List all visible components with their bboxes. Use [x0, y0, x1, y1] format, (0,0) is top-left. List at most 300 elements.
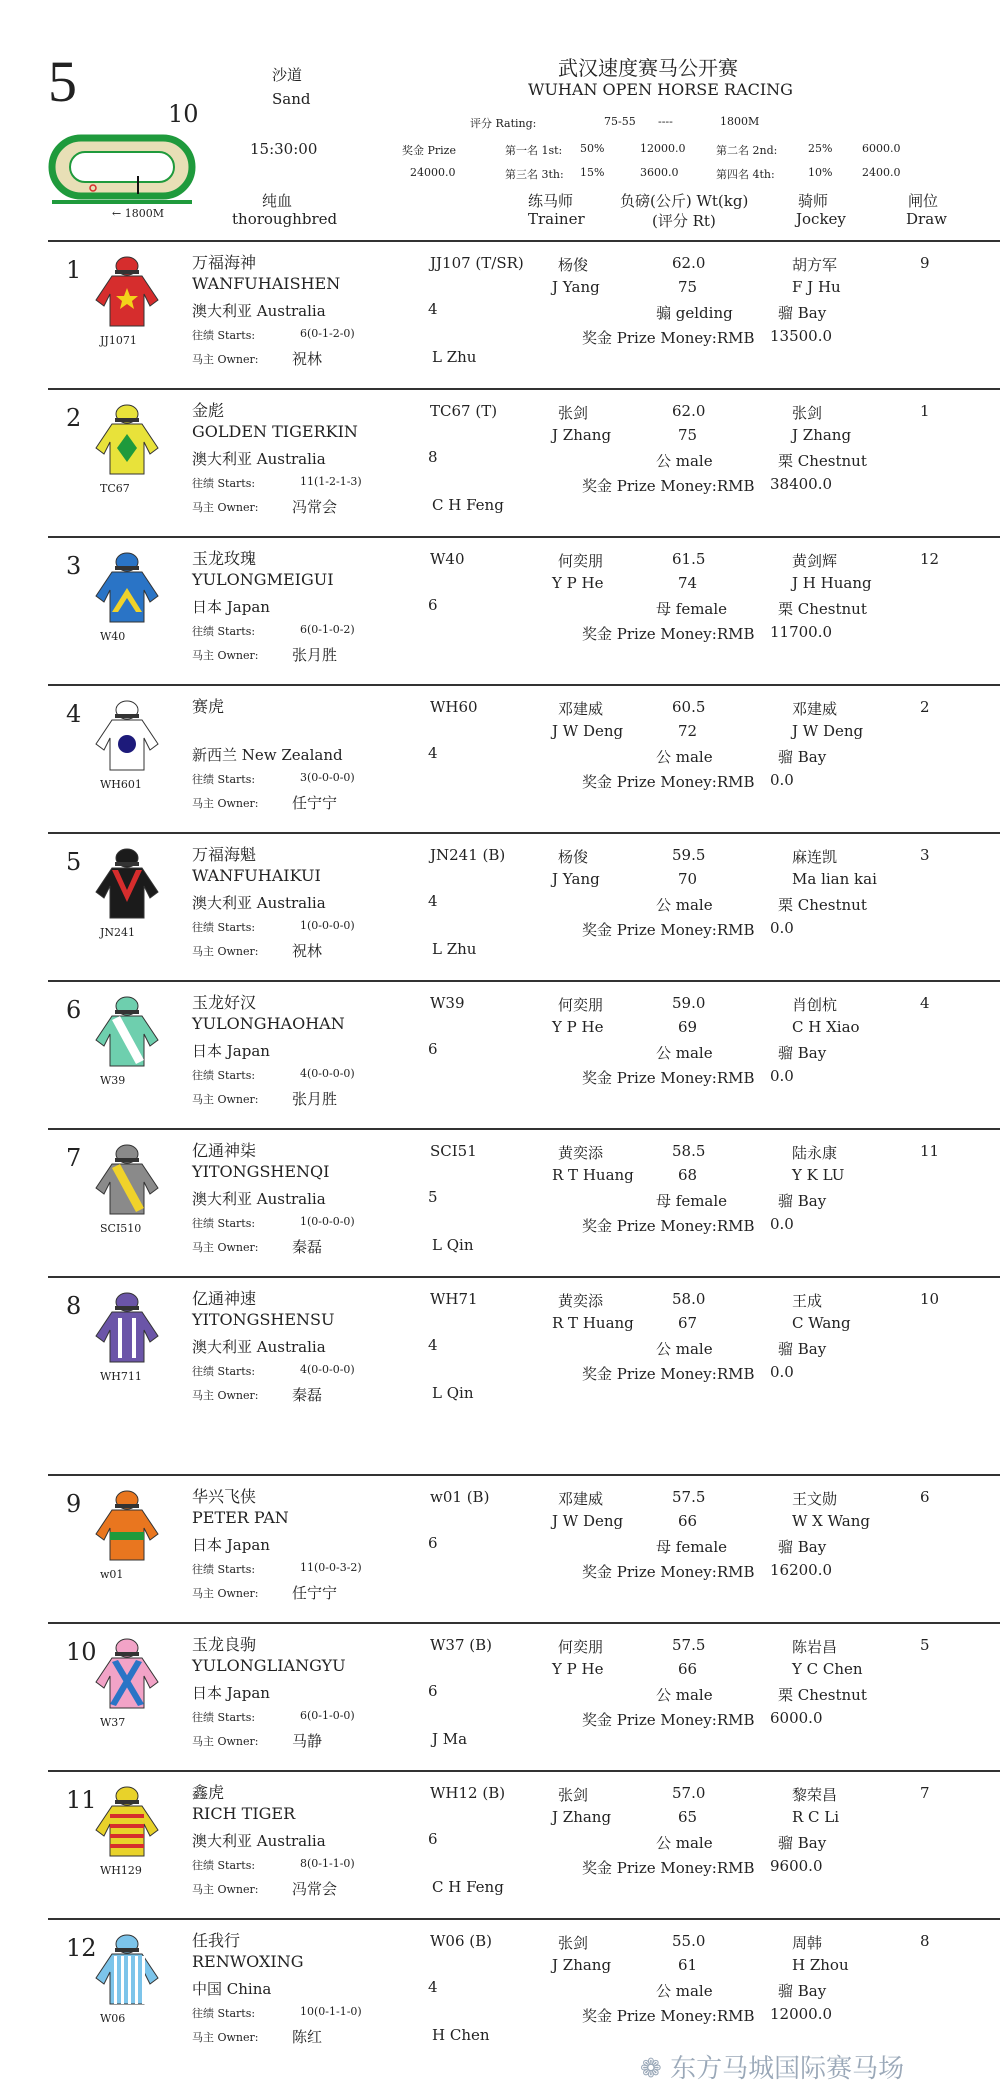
prize-2nd-pct: 25%: [808, 142, 833, 155]
prize-money: 0.0: [770, 1067, 794, 1085]
race-sub-number: 10: [168, 100, 199, 128]
draw: 11: [920, 1142, 940, 1160]
owner-name: 任宁宁: [292, 1584, 338, 1602]
horse-name-cn: 玉龙玫瑰: [192, 549, 257, 568]
horse-color: 骝 Bay: [778, 1538, 827, 1556]
rating: 69: [678, 1018, 698, 1036]
jockey-en: J H Huang: [792, 574, 872, 592]
sex: 公 male: [656, 1686, 713, 1704]
rating: 66: [678, 1512, 698, 1530]
owner-name-en: C H Feng: [432, 1878, 504, 1896]
rating: 75: [678, 426, 698, 444]
jockey-en: C H Xiao: [792, 1018, 860, 1036]
starts-label: 往绩 Starts:: [192, 477, 256, 490]
trainer-cn: 黄奕添: [558, 1144, 604, 1162]
silk-code: W39: [100, 1074, 126, 1087]
jockey-cn: 王成: [792, 1292, 823, 1310]
draw: 7: [920, 1784, 930, 1802]
jockey-en: J W Deng: [792, 722, 864, 740]
horse-origin: 澳大利亚 Australia: [192, 302, 326, 320]
owner-name: 张月胜: [292, 646, 338, 664]
header-jockey-cn: 骑师: [798, 192, 829, 210]
horse-number: 4: [66, 700, 82, 728]
horse-number: 3: [66, 552, 82, 580]
owner-label: 马主 Owner:: [192, 649, 259, 662]
owner-name: 陈红: [292, 2028, 323, 2046]
weight: 57.5: [672, 1636, 706, 1654]
horse-entry: [0, 1478, 1000, 1618]
horse-number: 1: [66, 256, 82, 284]
race-time: 15:30:00: [250, 140, 318, 158]
rating-label: 评分 Rating:: [470, 117, 537, 130]
trainer-en: J Yang: [552, 278, 600, 296]
prize-money-label: 奖金 Prize Money:RMB: [582, 773, 755, 791]
owner-name: 张月胜: [292, 1090, 338, 1108]
prize-money: 0.0: [770, 1215, 794, 1233]
horse-name-en: YULONGHAOHAN: [192, 1014, 345, 1033]
horse-code: JN241 (B): [430, 846, 506, 864]
trainer-en: R T Huang: [552, 1314, 634, 1332]
owner-name: 秦磊: [292, 1238, 323, 1256]
horse-name-en: WANFUHAISHEN: [192, 274, 341, 293]
draw: 6: [920, 1488, 930, 1506]
prize-money-label: 奖金 Prize Money:RMB: [582, 1711, 755, 1729]
silk-icon: [92, 1142, 162, 1218]
silk-code: JJ1071: [100, 334, 137, 347]
jockey-cn: 肖创杭: [792, 996, 838, 1014]
owner-label: 马主 Owner:: [192, 353, 259, 366]
horse-name-cn: 亿通神速: [192, 1289, 257, 1308]
sex: 母 female: [656, 1192, 728, 1210]
horse-number: 6: [66, 996, 82, 1024]
sex: 母 female: [656, 1538, 728, 1556]
starts-record: 6(0-1-0-2): [300, 623, 355, 636]
starts-record: 11(0-0-3-2): [300, 1561, 362, 1574]
silk-code: SCI510: [100, 1222, 142, 1235]
horse-code: WH12 (B): [430, 1784, 506, 1802]
horse-color: 骝 Bay: [778, 748, 827, 766]
starts-record: 1(0-0-0-0): [300, 919, 355, 932]
horse-name-cn: 万福海神: [192, 253, 257, 272]
jockey-en: J Zhang: [792, 426, 852, 444]
draw: 9: [920, 254, 930, 272]
trainer-cn: 张剑: [558, 404, 589, 422]
trainer-cn: 张剑: [558, 1934, 589, 1952]
trainer-cn: 杨俊: [558, 848, 589, 866]
draw: 5: [920, 1636, 930, 1654]
horse-code: W37 (B): [430, 1636, 492, 1654]
trainer-cn: 何奕朋: [558, 996, 604, 1014]
horse-number: 10: [66, 1638, 97, 1666]
prize-money: 0.0: [770, 771, 794, 789]
sex: 公 male: [656, 1834, 713, 1852]
horse-color: 骝 Bay: [778, 1044, 827, 1062]
horse-name-en: YULONGLIANGYU: [192, 1656, 346, 1675]
owner-label: 马主 Owner:: [192, 2031, 259, 2044]
owner-label: 马主 Owner:: [192, 1587, 259, 1600]
trainer-en: J Yang: [552, 870, 600, 888]
prize-money: 11700.0: [770, 623, 833, 641]
silk-code: W06: [100, 2012, 126, 2025]
entry-divider: [48, 1276, 1000, 1278]
horse-number: 9: [66, 1490, 82, 1518]
jockey-en: Y K LU: [792, 1166, 845, 1184]
weight: 60.5: [672, 698, 706, 716]
owner-name: 任宁宁: [292, 794, 338, 812]
silk-icon: [92, 550, 162, 626]
horse-color: 栗 Chestnut: [778, 600, 867, 618]
jockey-cn: 王文勋: [792, 1490, 838, 1508]
owner-name-en: L Qin: [432, 1236, 474, 1254]
silk-code: WH129: [100, 1864, 142, 1877]
starts-label: 往绩 Starts:: [192, 773, 256, 786]
horse-age: 6: [428, 1040, 438, 1058]
starts-record: 1(0-0-0-0): [300, 1215, 355, 1228]
horse-origin: 日本 Japan: [192, 598, 270, 616]
race-distance: 1800M: [720, 115, 760, 128]
rating: 61: [678, 1956, 698, 1974]
sex: 公 male: [656, 896, 713, 914]
horse-age: 4: [428, 744, 438, 762]
jockey-cn: 陆永康: [792, 1144, 838, 1162]
trainer-cn: 何奕朋: [558, 552, 604, 570]
prize-money-label: 奖金 Prize Money:RMB: [582, 1217, 755, 1235]
sex: 公 male: [656, 748, 713, 766]
horse-entry: [0, 1922, 1000, 2062]
owner-name: 马静: [292, 1732, 323, 1750]
horse-name-en: RENWOXING: [192, 1952, 304, 1971]
horse-code: SCI51: [430, 1142, 477, 1160]
owner-label: 马主 Owner:: [192, 1735, 259, 1748]
rating: 72: [678, 722, 698, 740]
silk-icon: [92, 994, 162, 1070]
jockey-en: Y C Chen: [792, 1660, 863, 1678]
trainer-cn: 何奕朋: [558, 1638, 604, 1656]
trainer-en: J W Deng: [552, 722, 624, 740]
weight: 62.0: [672, 402, 706, 420]
starts-label: 往绩 Starts:: [192, 625, 256, 638]
watermark: ❁ 东方马城国际赛马场: [640, 2054, 905, 2084]
prize-total: 24000.0: [410, 166, 456, 179]
draw: 4: [920, 994, 930, 1012]
horse-name-cn: 金彪: [192, 401, 225, 420]
entry-divider: [48, 832, 1000, 834]
starts-record: 3(0-0-0-0): [300, 771, 355, 784]
horse-code: W06 (B): [430, 1932, 492, 1950]
horse-code: WH60: [430, 698, 478, 716]
horse-origin: 日本 Japan: [192, 1684, 270, 1702]
owner-name-en: L Zhu: [432, 348, 477, 366]
jockey-cn: 胡方军: [792, 256, 838, 274]
jockey-en: C Wang: [792, 1314, 851, 1332]
jockey-cn: 周韩: [792, 1934, 823, 1952]
sex: 公 male: [656, 452, 713, 470]
horse-name-en: YITONGSHENSU: [192, 1310, 335, 1329]
entry-divider: [48, 388, 1000, 390]
prize-money: 9600.0: [770, 1857, 823, 1875]
trainer-en: Y P He: [552, 574, 604, 592]
prize-2nd-value: 6000.0: [862, 142, 901, 155]
owner-label: 马主 Owner:: [192, 1389, 259, 1402]
owner-name: 祝林: [292, 942, 323, 960]
owner-label: 马主 Owner:: [192, 1883, 259, 1896]
owner-name: 冯常会: [292, 1880, 338, 1898]
silk-icon: [92, 1290, 162, 1366]
silk-icon: [92, 1932, 162, 2008]
trainer-en: R T Huang: [552, 1166, 634, 1184]
owner-label: 马主 Owner:: [192, 1093, 259, 1106]
sex: 骟 gelding: [656, 304, 733, 322]
entry-divider: [48, 1474, 1000, 1476]
horse-name-en: RICH TIGER: [192, 1804, 296, 1823]
entry-divider: [48, 1918, 1000, 1920]
jockey-cn: 张剑: [792, 404, 823, 422]
horse-entry: [0, 688, 1000, 828]
horse-age: 4: [428, 1978, 438, 1996]
horse-entry: [0, 540, 1000, 680]
prize-money: 0.0: [770, 1363, 794, 1381]
horse-entry: [0, 1280, 1000, 1420]
starts-record: 11(1-2-1-3): [300, 475, 362, 488]
rating-value: 75-55: [604, 115, 636, 128]
owner-name: 祝林: [292, 350, 323, 368]
owner-label: 马主 Owner:: [192, 945, 259, 958]
horse-number: 11: [66, 1786, 97, 1814]
horse-color: 骝 Bay: [778, 1340, 827, 1358]
sex: 公 male: [656, 1340, 713, 1358]
rating: 65: [678, 1808, 698, 1826]
jockey-en: W X Wang: [792, 1512, 870, 1530]
horse-origin: 日本 Japan: [192, 1042, 270, 1060]
header-jockey-en: Jockey: [796, 210, 846, 228]
trainer-cn: 黄奕添: [558, 1292, 604, 1310]
sex: 公 male: [656, 1044, 713, 1062]
horse-number: 7: [66, 1144, 82, 1172]
horse-name-cn: 赛虎: [192, 697, 225, 716]
starts-label: 往绩 Starts:: [192, 1365, 256, 1378]
draw: 2: [920, 698, 930, 716]
horse-name-cn: 鑫虎: [192, 1783, 225, 1802]
draw: 12: [920, 550, 940, 568]
jockey-cn: 黎荣昌: [792, 1786, 838, 1804]
breed-en: thoroughbred: [232, 210, 338, 228]
horse-age: 6: [428, 596, 438, 614]
prize-money: 16200.0: [770, 1561, 833, 1579]
horse-origin: 新西兰 New Zealand: [192, 746, 343, 764]
sex: 母 female: [656, 600, 728, 618]
header-trainer-cn: 练马师: [528, 192, 574, 210]
horse-color: 栗 Chestnut: [778, 452, 867, 470]
starts-record: 6(0-1-2-0): [300, 327, 355, 340]
horse-color: 骝 Bay: [778, 1192, 827, 1210]
horse-name-en: GOLDEN TIGERKIN: [192, 422, 358, 441]
starts-label: 往绩 Starts:: [192, 1069, 256, 1082]
starts-label: 往绩 Starts:: [192, 329, 256, 342]
prize-money-label: 奖金 Prize Money:RMB: [582, 1069, 755, 1087]
entry-divider: [48, 1622, 1000, 1624]
prize-label: 奖金 Prize: [402, 144, 456, 157]
rating: 67: [678, 1314, 698, 1332]
horse-name-en: YULONGMEIGUI: [192, 570, 334, 589]
horse-number: 12: [66, 1934, 97, 1962]
owner-label: 马主 Owner:: [192, 797, 259, 810]
weight: 59.5: [672, 846, 706, 864]
weight: 57.0: [672, 1784, 706, 1802]
horse-age: 6: [428, 1830, 438, 1848]
horse-age: 4: [428, 1336, 438, 1354]
prize-money: 13500.0: [770, 327, 833, 345]
prize-2nd-label: 第二名 2nd:: [716, 144, 778, 157]
race-number: 5: [48, 49, 77, 114]
horse-name-en: PETER PAN: [192, 1508, 289, 1527]
horse-number: 5: [66, 848, 82, 876]
horse-number: 2: [66, 404, 82, 432]
header-draw-cn: 闸位: [908, 192, 939, 210]
surface-cn: 沙道: [272, 66, 303, 84]
sex: 公 male: [656, 1982, 713, 2000]
trainer-en: J Zhang: [552, 426, 612, 444]
prize-1st-value: 12000.0: [640, 142, 686, 155]
prize-money-label: 奖金 Prize Money:RMB: [582, 1859, 755, 1877]
prize-money-label: 奖金 Prize Money:RMB: [582, 1563, 755, 1581]
silk-code: W40: [100, 630, 126, 643]
trainer-cn: 邓建威: [558, 1490, 604, 1508]
silk-icon: [92, 1636, 162, 1712]
starts-record: 10(0-1-1-0): [300, 2005, 362, 2018]
horse-name-en: WANFUHAIKUI: [192, 866, 321, 885]
horse-name-cn: 华兴飞侠: [192, 1487, 257, 1506]
prize-4th-label: 第四名 4th:: [716, 168, 775, 181]
watermark-icon: ❁: [640, 2054, 662, 2084]
starts-label: 往绩 Starts:: [192, 1859, 256, 1872]
jockey-en: R C Li: [792, 1808, 840, 1826]
horse-age: 6: [428, 1534, 438, 1552]
prize-money: 38400.0: [770, 475, 833, 493]
jockey-en: H Zhou: [792, 1956, 849, 1974]
horse-origin: 澳大利亚 Australia: [192, 1338, 326, 1356]
horse-code: TC67 (T): [430, 402, 498, 420]
trainer-cn: 邓建威: [558, 700, 604, 718]
horse-entry: [0, 1132, 1000, 1272]
trainer-en: J Zhang: [552, 1808, 612, 1826]
starts-label: 往绩 Starts:: [192, 2007, 256, 2020]
owner-name-en: L Qin: [432, 1384, 474, 1402]
horse-entry: [0, 836, 1000, 976]
prize-1st-label: 第一名 1st:: [505, 144, 563, 157]
weight: 61.5: [672, 550, 706, 568]
horse-age: 6: [428, 1682, 438, 1700]
horse-age: 5: [428, 1188, 438, 1206]
owner-label: 马主 Owner:: [192, 1241, 259, 1254]
horse-name-cn: 万福海魁: [192, 845, 257, 864]
draw: 1: [920, 402, 930, 420]
starts-label: 往绩 Starts:: [192, 1711, 256, 1724]
horse-entry: [0, 1774, 1000, 1914]
prize-money: 0.0: [770, 919, 794, 937]
weight: 62.0: [672, 254, 706, 272]
horse-color: 骝 Bay: [778, 1982, 827, 2000]
trainer-cn: 杨俊: [558, 256, 589, 274]
horse-code: JJ107 (T/SR): [430, 254, 524, 272]
prize-3rd-pct: 15%: [580, 166, 605, 179]
horse-color: 栗 Chestnut: [778, 896, 867, 914]
prize-money-label: 奖金 Prize Money:RMB: [582, 2007, 755, 2025]
owner-name: 秦磊: [292, 1386, 323, 1404]
prize-money-label: 奖金 Prize Money:RMB: [582, 1365, 755, 1383]
prize-money-label: 奖金 Prize Money:RMB: [582, 477, 755, 495]
horse-color: 骝 Bay: [778, 304, 827, 322]
owner-name-en: J Ma: [432, 1730, 468, 1748]
prize-4th-pct: 10%: [808, 166, 833, 179]
weight: 58.5: [672, 1142, 706, 1160]
horse-origin: 澳大利亚 Australia: [192, 1190, 326, 1208]
surface-en: Sand: [272, 90, 311, 108]
silk-icon: [92, 402, 162, 478]
starts-label: 往绩 Starts:: [192, 921, 256, 934]
horse-age: 4: [428, 300, 438, 318]
prize-4th-value: 2400.0: [862, 166, 901, 179]
rating: 68: [678, 1166, 698, 1184]
trainer-en: J Zhang: [552, 1956, 612, 1974]
prize-money: 6000.0: [770, 1709, 823, 1727]
starts-record: 6(0-1-0-0): [300, 1709, 355, 1722]
horse-entry: [0, 244, 1000, 384]
horse-age: 8: [428, 448, 438, 466]
entry-divider: [48, 240, 1000, 242]
silk-code: TC67: [100, 482, 130, 495]
trainer-en: Y P He: [552, 1660, 604, 1678]
jockey-cn: 陈岩昌: [792, 1638, 838, 1656]
jockey-cn: 麻连凯: [792, 848, 838, 866]
track-distance: ← 1800M: [112, 207, 164, 220]
title-en: WUHAN OPEN HORSE RACING: [528, 80, 793, 99]
entry-divider: [48, 1128, 1000, 1130]
horse-name-cn: 任我行: [192, 1931, 241, 1950]
weight: 57.5: [672, 1488, 706, 1506]
title-cn: 武汉速度赛马公开赛: [558, 56, 738, 80]
starts-label: 往绩 Starts:: [192, 1563, 256, 1576]
horse-name-en: YITONGSHENQI: [192, 1162, 330, 1181]
horse-entry: [0, 984, 1000, 1124]
horse-code: W39: [430, 994, 465, 1012]
draw: 8: [920, 1932, 930, 1950]
silk-code: W37: [100, 1716, 126, 1729]
owner-name-en: H Chen: [432, 2026, 490, 2044]
trainer-en: Y P He: [552, 1018, 604, 1036]
starts-label: 往绩 Starts:: [192, 1217, 256, 1230]
jockey-en: Ma lian kai: [792, 870, 877, 888]
horse-name-cn: 玉龙好汉: [192, 993, 257, 1012]
prize-money-label: 奖金 Prize Money:RMB: [582, 329, 755, 347]
prize-money-label: 奖金 Prize Money:RMB: [582, 625, 755, 643]
silk-icon: [92, 846, 162, 922]
horse-origin: 澳大利亚 Australia: [192, 450, 326, 468]
prize-3rd-label: 第三名 3th:: [505, 168, 564, 181]
silk-code: WH601: [100, 778, 142, 791]
starts-record: 4(0-0-0-0): [300, 1067, 355, 1080]
prize-money: 12000.0: [770, 2005, 833, 2023]
jockey-en: F J Hu: [792, 278, 841, 296]
entry-divider: [48, 684, 1000, 686]
prize-3rd-value: 3600.0: [640, 166, 679, 179]
starts-record: 8(0-1-1-0): [300, 1857, 355, 1870]
silk-code: w01: [100, 1568, 124, 1581]
horse-color: 栗 Chestnut: [778, 1686, 867, 1704]
silk-icon: [92, 254, 162, 330]
prize-money-label: 奖金 Prize Money:RMB: [582, 921, 755, 939]
horse-entry: [0, 392, 1000, 532]
weight: 59.0: [672, 994, 706, 1012]
